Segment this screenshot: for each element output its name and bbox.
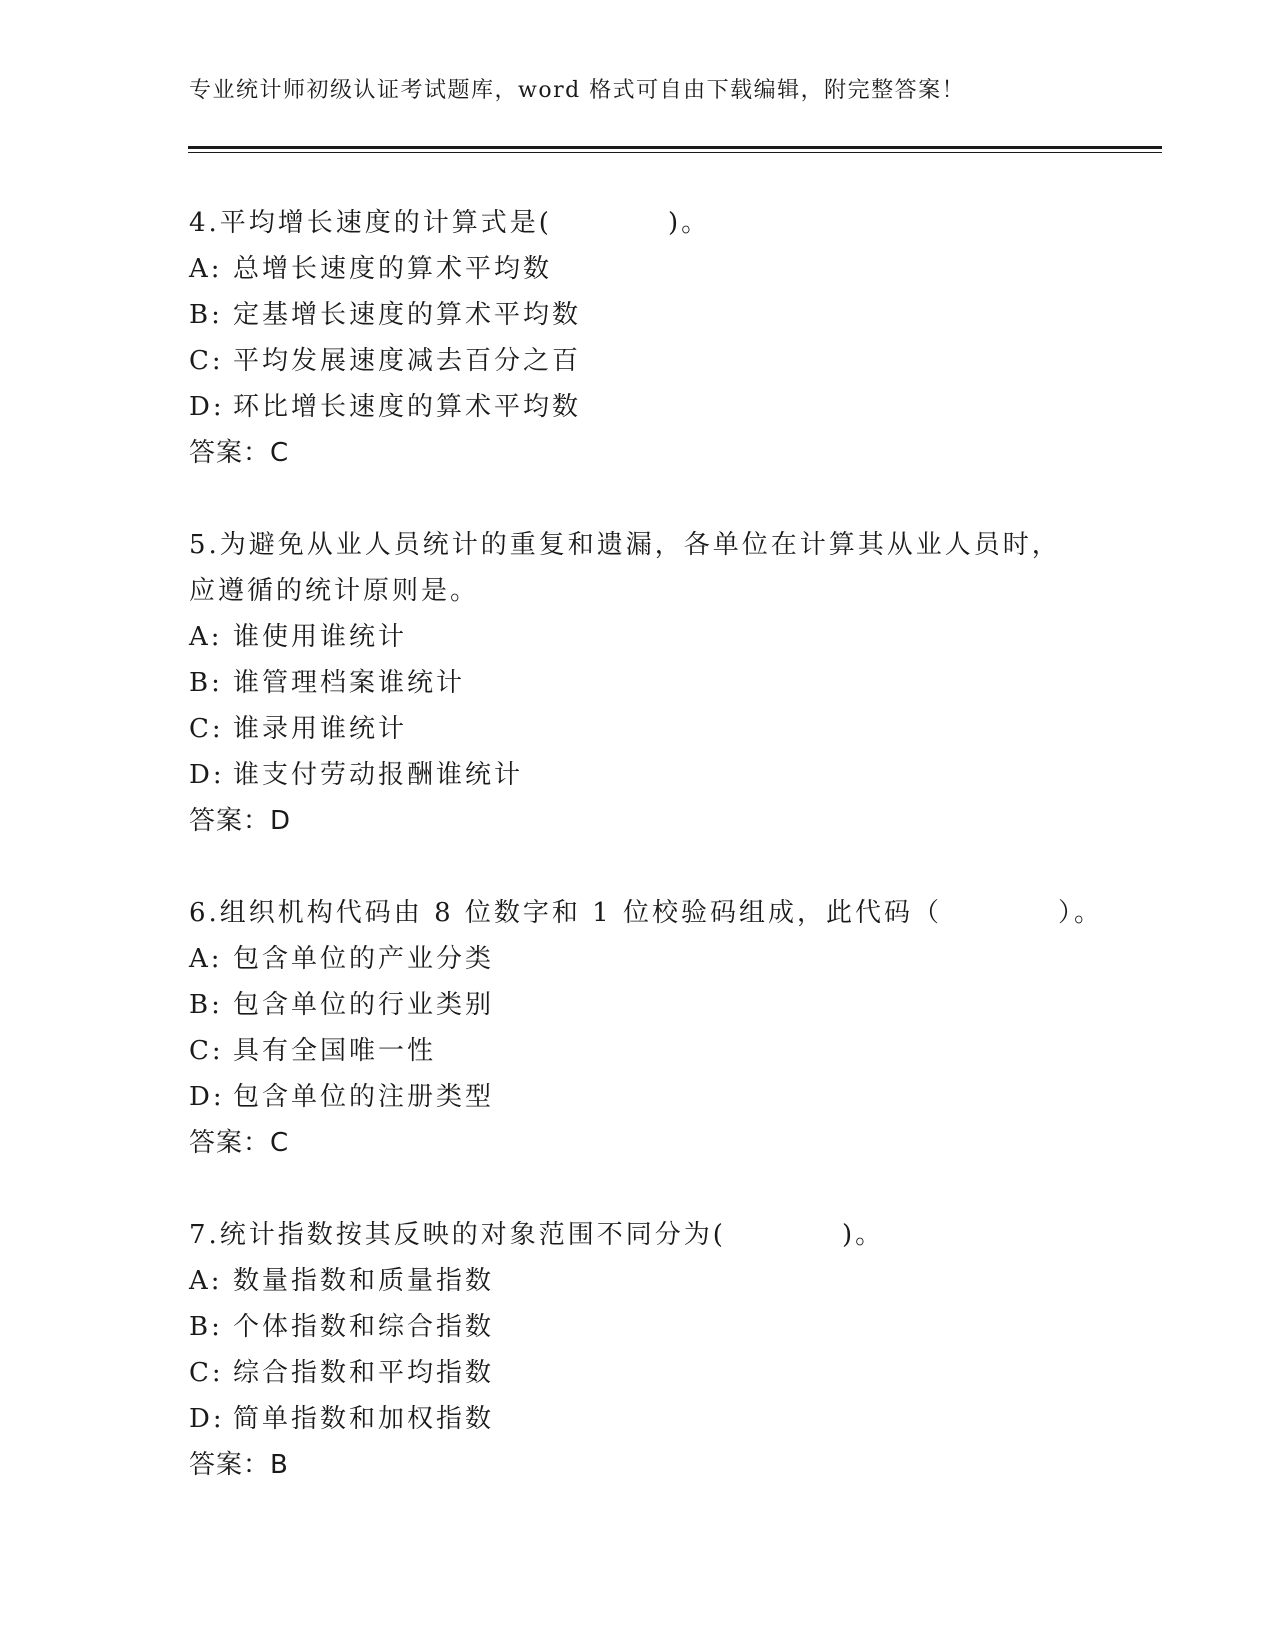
option-letter: A:	[189, 254, 223, 284]
question-6	[189, 890, 1149, 1166]
option-d	[189, 1074, 1149, 1120]
option-letter: C:	[189, 714, 224, 744]
option-c	[189, 1350, 1149, 1396]
option-text: 数量指数和质量指数	[233, 1266, 495, 1296]
option-text: 综合指数和平均指数	[233, 1358, 495, 1388]
answer-line: 答案：B	[189, 1450, 289, 1480]
option-text: 包含单位的产业分类	[233, 944, 495, 974]
answer-line: 答案：C	[189, 1128, 290, 1158]
option-b	[189, 1304, 1149, 1350]
option-letter: A:	[189, 1266, 223, 1296]
question-stem: 7.统计指数按其反映的对象范围不同分为( )。	[189, 1220, 885, 1250]
question-list	[189, 200, 1149, 1534]
option-c	[189, 706, 1149, 752]
option-c	[189, 338, 1149, 384]
option-d	[189, 384, 1149, 430]
option-d	[189, 752, 1149, 798]
header-divider-thick	[188, 146, 1162, 149]
option-b	[189, 982, 1149, 1028]
option-letter: D:	[189, 392, 225, 422]
option-letter: B:	[189, 1312, 223, 1342]
option-text: 定基增长速度的算术平均数	[233, 300, 582, 330]
option-letter: C:	[189, 1358, 224, 1388]
header-divider-thin	[188, 152, 1162, 153]
question-5	[189, 522, 1149, 844]
option-letter: C:	[189, 346, 224, 376]
option-text: 简单指数和加权指数	[233, 1404, 495, 1434]
option-a	[189, 246, 1149, 292]
option-text: 谁使用谁统计	[233, 622, 408, 652]
option-letter: C:	[189, 1036, 224, 1066]
question-stem: 5.为避免从业人员统计的重复和遗漏，各单位在计算其从业人员时，	[189, 530, 1061, 560]
option-text: 谁管理档案谁统计	[233, 668, 466, 698]
answer-line: 答案：C	[189, 438, 290, 468]
option-letter: A:	[189, 944, 223, 974]
option-letter: B:	[189, 990, 223, 1020]
option-text: 具有全国唯一性	[233, 1036, 437, 1066]
page-header: 专业统计师初级认证考试题库，word 格式可自由下载编辑，附完整答案！	[189, 78, 966, 103]
question-stem: 6.组织机构代码由 8 位数字和 1 位校验码组成，此代码（ ）。	[189, 898, 1103, 928]
option-text: 谁支付劳动报酬谁统计	[233, 760, 524, 790]
option-c	[189, 1028, 1149, 1074]
option-text: 总增长速度的算术平均数	[233, 254, 553, 284]
question-7	[189, 1212, 1149, 1488]
option-letter: B:	[189, 300, 223, 330]
option-text: 环比增长速度的算术平均数	[233, 392, 582, 422]
option-letter: D:	[189, 1404, 225, 1434]
option-letter: D:	[189, 760, 225, 790]
option-a	[189, 936, 1149, 982]
option-text: 包含单位的注册类型	[233, 1082, 495, 1112]
question-stem: 4.平均增长速度的计算式是( )。	[189, 208, 711, 238]
option-a	[189, 614, 1149, 660]
option-text: 平均发展速度减去百分之百	[233, 346, 582, 376]
option-b	[189, 292, 1149, 338]
option-letter: D:	[189, 1082, 225, 1112]
question-4	[189, 200, 1149, 476]
option-letter: A:	[189, 622, 223, 652]
option-letter: B:	[189, 668, 223, 698]
option-b	[189, 660, 1149, 706]
option-text: 个体指数和综合指数	[233, 1312, 495, 1342]
answer-line: 答案：D	[189, 806, 292, 836]
option-text: 谁录用谁统计	[233, 714, 408, 744]
option-d	[189, 1396, 1149, 1442]
option-a	[189, 1258, 1149, 1304]
question-stem-continued: 应遵循的统计原则是。	[189, 576, 480, 606]
option-text: 包含单位的行业类别	[233, 990, 495, 1020]
